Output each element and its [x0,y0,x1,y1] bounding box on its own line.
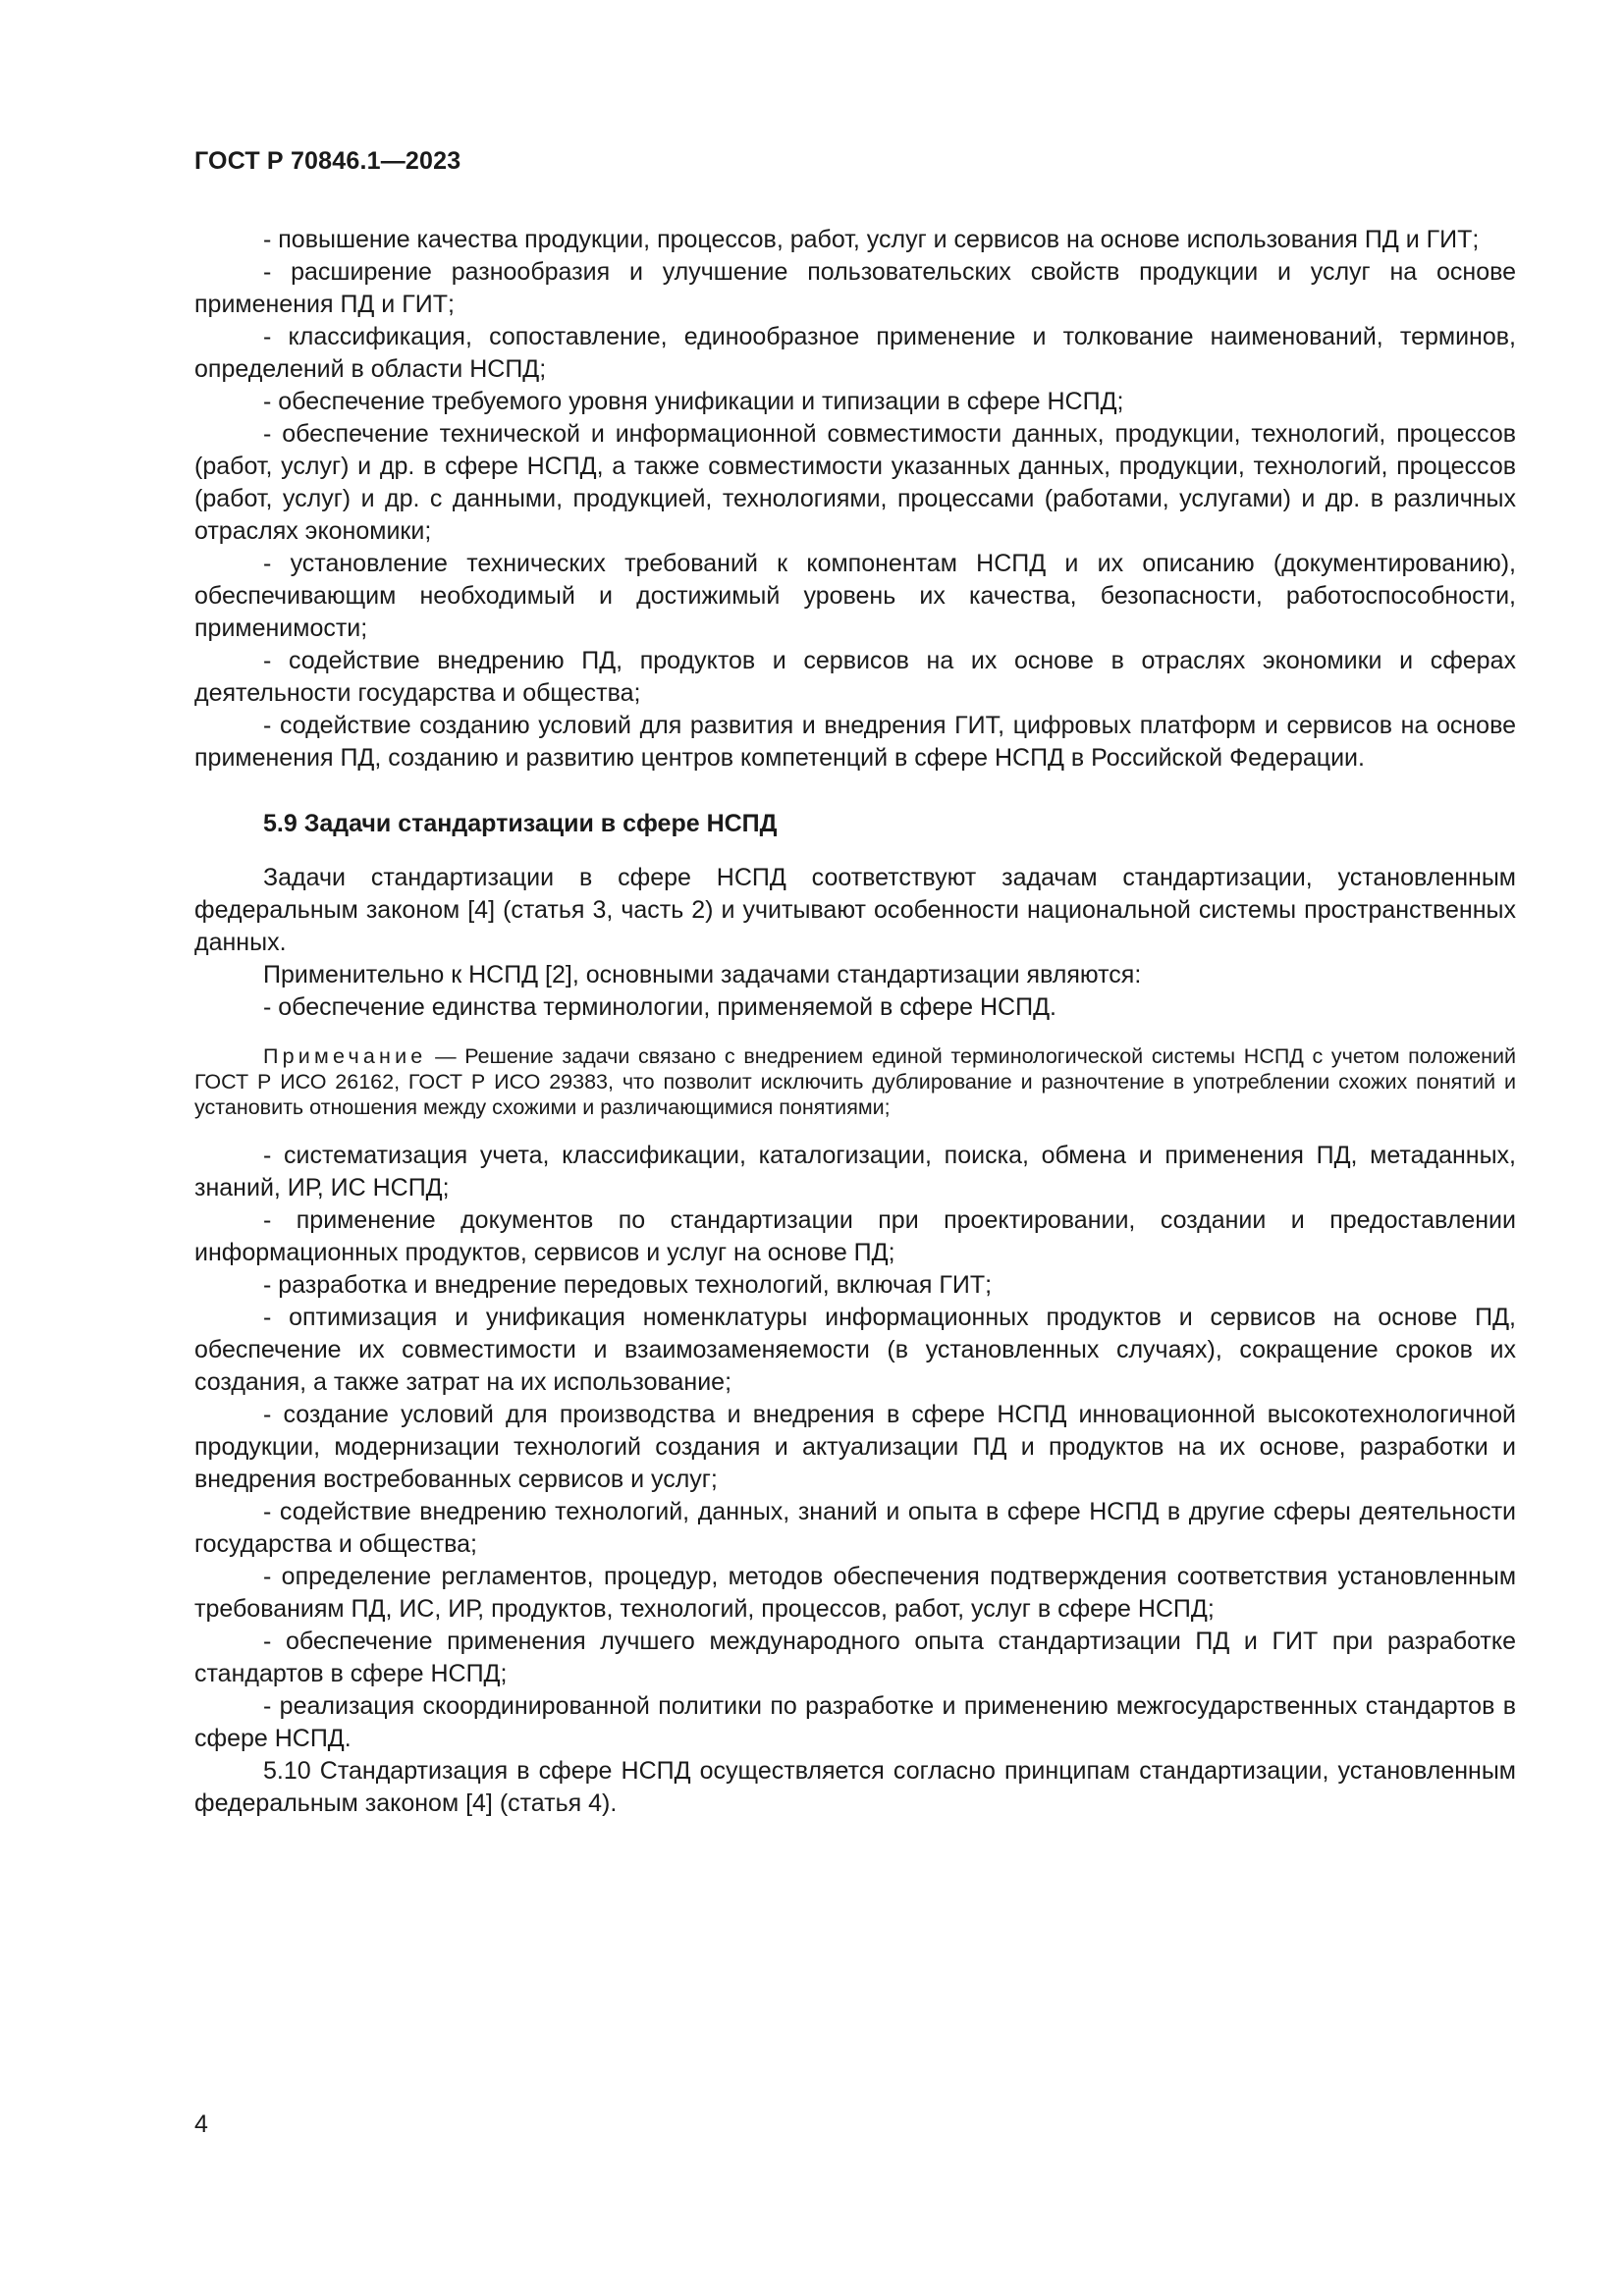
list-item: - обеспечение применения лучшего международного опыта стандартизации ПД и ГИТ при разработке стандартов в сфере НСПД; [194,1628,1516,1687]
note-text: — Решение задачи связано с внедрением единой терминологической системы НСПД с учетом положений ГОСТ Р ИСО 26162, ГОСТ Р ИСО 29383, что позволит исключить дублирование и разночтение в употреблении схожих понятий и установить отношения между схожими и различающимися понятиями; [194,1044,1516,1119]
list-item: - реализация скоординированной политики по разработке и применению межгосударственных стандартов в сфере НСПД. [194,1692,1516,1752]
list-item: - содействие внедрению технологий, данных, знаний и опыта в сфере НСПД в другие сферы деятельности государства и общества; [194,1498,1516,1558]
list-item: - содействие созданию условий для развития и внедрения ГИТ, цифровых платформ и сервисов на основе применения ПД, созданию и развитию центров компетенций в сфере НСПД в Российской Федерации. [194,712,1516,772]
list-item: - установление технических требований к компонентам НСПД и их описанию (документированию), обеспечивающим необходимый и достижимый уровень их качества, безопасности, работоспособности, применимости; [194,550,1516,642]
list-item: - создание условий для производства и внедрения в сфере НСПД инновационной высокотехнологичной продукции, модернизации технологий создания и актуализации ПД и продуктов на их основе, разработки и внедрения востребованных сервисов и услуг; [194,1401,1516,1493]
list-item: - разработка и внедрение передовых технологий, включая ГИТ; [263,1271,993,1299]
list-item: - повышение качества продукции, процессов, работ, услуг и сервисов на основе использования ПД и ГИТ; [263,226,1480,253]
list-item: - классификация, сопоставление, единообразное применение и толкование наименований, терминов, определений в области НСПД; [194,323,1516,383]
list-item: - оптимизация и унификация номенклатуры информационных продуктов и сервисов на основе ПД, обеспечение их совместимости и взаимозаменяемости (в установленных случаях), сокращение сроков их создания, а также затрат на их использование; [194,1304,1516,1396]
list-item: - обеспечение технической и информационной совместимости данных, продукции, технологий, процессов (работ, услуг) и др. в сфере НСПД, а также совместимости указанных данных, продукции, технологий, процессов (работ, услуг) и др. с данными, продукцией, технологиями, процессами (работами, услугами) и др. в различных отраслях экономики; [194,420,1516,545]
standardization-tasks-list [194,1140,1516,1755]
note-label: Примечание [263,1044,427,1068]
section-heading-5-9: 5.9 Задачи стандартизации в сфере НСПД [263,810,778,837]
list-item: - обеспечение требуемого уровня унификации и типизации в сфере НСПД; [263,388,1124,415]
list-item: - содействие внедрению ПД, продуктов и сервисов на их основе в отраслях экономики и сферах деятельности государства и общества; [194,647,1516,707]
page-number: 4 [194,2110,208,2138]
section-intro-paragraph: Задачи стандартизации в сфере НСПД соответствуют задачам стандартизации, установленным федеральным законом [4] (статья 3, часть 2) и учитывают особенности национальной системы пространственных данных. [194,864,1516,956]
list-item: - обеспечение единства терминологии, применяемой в сфере НСПД. [263,993,1056,1021]
list-item: - определение регламентов, процедур, методов обеспечения подтверждения соответствия установленным требованиям ПД, ИС, ИР, продуктов, технологий, процессов, работ, услуг в сфере НСПД; [194,1563,1516,1623]
tasks-list-continued [194,224,1516,774]
document-id-header: ГОСТ Р 70846.1—2023 [194,147,461,175]
page-content [194,224,1516,1820]
list-item: - применение документов по стандартизации при проектировании, создании и предоставлении информационных продуктов, сервисов и услуг на основе ПД; [194,1206,1516,1266]
list-item: - расширение разнообразия и улучшение пользовательских свойств продукции и услуг на основе применения ПД и ГИТ; [194,258,1516,318]
list-item: - систематизация учета, классификации, каталогизации, поиска, обмена и применения ПД, метаданных, знаний, ИР, ИС НСПД; [194,1142,1516,1201]
section-5-10-paragraph: 5.10 Стандартизация в сфере НСПД осуществляется согласно принципам стандартизации, установленным федеральным законом [4] (статья 4). [194,1757,1516,1817]
section-lead-paragraph: Применительно к НСПД [2], основными задачами стандартизации являются: [263,961,1142,988]
note-block [194,1043,1516,1120]
